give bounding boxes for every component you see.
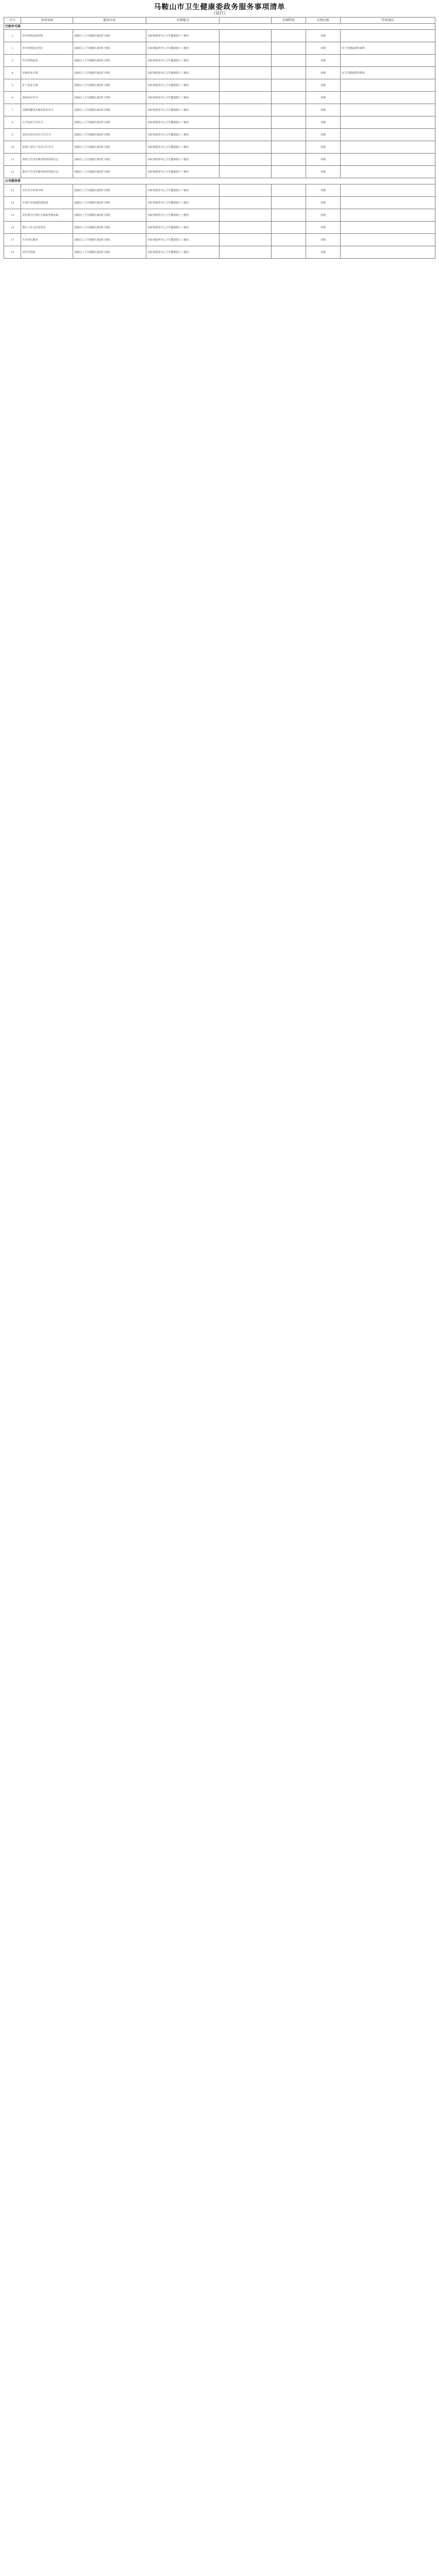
row-number: 4: [4, 67, 21, 79]
service-level: 市级: [306, 42, 340, 55]
service-address: 市政务服务中心卫生健康窗口（地址：: [146, 209, 220, 222]
service-name: 消毒产品生产企业卫生许可: [21, 141, 73, 154]
header-mid: [220, 18, 271, 24]
service-address: 市政务服务中心卫生健康窗口（地址：: [146, 79, 220, 92]
service-time: [271, 79, 306, 92]
service-level: 市级: [306, 141, 340, 154]
service-extra: [220, 234, 271, 246]
service-phone: [340, 234, 435, 246]
service-extra: [220, 104, 271, 116]
service-time: [271, 67, 306, 79]
service-address: 市政务服务中心卫生健康窗口（地址：: [146, 55, 220, 67]
service-extra: [220, 141, 271, 154]
service-address: 市政务服务中心卫生健康窗口（地址：: [146, 104, 220, 116]
service-phone: [340, 141, 435, 154]
table-row: [4, 30, 435, 42]
section-header-2: [4, 178, 435, 184]
service-time: [271, 55, 306, 67]
service-time: [271, 246, 306, 259]
table-row: [4, 129, 435, 141]
service-extra: [220, 154, 271, 166]
service-content: 县级以上卫生健康行政部门审批: [73, 197, 146, 209]
service-level: 市级: [306, 222, 340, 234]
service-level: 市级: [306, 104, 340, 116]
row-number: 13: [4, 184, 21, 197]
table-row: [4, 166, 435, 178]
table-row: [4, 67, 435, 79]
service-extra: [220, 166, 271, 178]
service-content: 县级以上卫生健康行政部门审批: [73, 79, 146, 92]
service-content: 县级以上卫生健康行政部门审批: [73, 104, 146, 116]
service-content: 县级以上卫生健康行政部门审批: [73, 92, 146, 104]
service-content: 县级以上卫生健康行政部门审批: [73, 116, 146, 129]
service-time: [271, 30, 306, 42]
service-phone: [340, 116, 435, 129]
service-name: 再生育审批: [21, 246, 73, 259]
service-name: 医疗机构校验: [21, 55, 73, 67]
service-level: 市级: [306, 166, 340, 178]
service-level: 市级: [306, 209, 340, 222]
table-row: [4, 222, 435, 234]
service-content: 县级以上卫生健康行政部门审批: [73, 30, 146, 42]
service-phone: [340, 79, 435, 92]
service-name: 计划生育家庭特别扶助: [21, 197, 73, 209]
service-content: 县级以上卫生健康行政部门审批: [73, 166, 146, 178]
service-content: 县级以上卫生健康行政部门审批: [73, 184, 146, 197]
service-phone: [340, 92, 435, 104]
service-level: 市级: [306, 234, 340, 246]
service-content: 县级以上卫生健康行政部门审批: [73, 67, 146, 79]
service-content: 县级以上卫生健康行政部门审批: [73, 222, 146, 234]
service-extra: [220, 67, 271, 79]
table-row: [4, 209, 435, 222]
service-address: 市政务服务中心卫生健康窗口（地址：: [146, 197, 220, 209]
row-number: 6: [4, 92, 21, 104]
service-phone: [340, 222, 435, 234]
header-phone: 咨询电话: [340, 18, 435, 24]
service-address: 市政务服务中心卫生健康窗口（地址：: [146, 92, 220, 104]
service-content: 县级以上卫生健康行政部门审批: [73, 129, 146, 141]
service-list-table: [4, 17, 435, 259]
service-address: 市政务服务中心卫生健康窗口（地址：: [146, 222, 220, 234]
service-address: 市政务服务中心卫生健康窗口（地址：: [146, 246, 220, 259]
service-name: 饮用水供水单位卫生许可: [21, 129, 73, 141]
service-name: 医疗机构设置审批: [21, 30, 73, 42]
table-row: [4, 197, 435, 209]
service-time: [271, 141, 306, 154]
table-row: [4, 154, 435, 166]
service-level: 市级: [306, 92, 340, 104]
service-name: 生育登记服务: [21, 234, 73, 246]
service-level: 市级: [306, 246, 340, 259]
service-extra: [220, 222, 271, 234]
service-extra: [220, 129, 271, 141]
service-phone: [340, 209, 435, 222]
service-level: 市级: [306, 184, 340, 197]
table-row: [4, 234, 435, 246]
page-title: 马鞍山市卫生健康委政务服务事项清单: [154, 3, 285, 11]
header-address: 办理地点: [146, 18, 220, 24]
table-row: [4, 246, 435, 259]
table-row: [4, 79, 435, 92]
service-time: [271, 129, 306, 141]
row-number: 18: [4, 246, 21, 259]
service-address: 市政务服务中心卫生健康窗口（地址：: [146, 154, 220, 166]
table-row: [4, 104, 435, 116]
row-number: 2: [4, 42, 21, 55]
header-content: 服务内容: [73, 18, 146, 24]
service-content: 县级以上卫生健康行政部门审批: [73, 234, 146, 246]
service-extra: [220, 209, 271, 222]
service-time: [271, 197, 306, 209]
table-row: [4, 116, 435, 129]
page-subtitle: （试行）: [211, 11, 228, 15]
service-name: 农村部分计划生育家庭奖励扶助: [21, 209, 73, 222]
service-time: [271, 222, 306, 234]
service-time: [271, 154, 306, 166]
service-level: 市级: [306, 129, 340, 141]
service-time: [271, 209, 306, 222]
service-name: 独生子女父母光荣证: [21, 222, 73, 234]
table-row: [4, 92, 435, 104]
service-address: 市政务服务中心卫生健康窗口（地址：: [146, 30, 220, 42]
service-content: 县级以上卫生健康行政部门审批: [73, 209, 146, 222]
table-row: [4, 184, 435, 197]
service-time: [271, 116, 306, 129]
service-level: 市级: [306, 55, 340, 67]
service-time: [271, 184, 306, 197]
service-level: 市级: [306, 197, 340, 209]
row-number: 7: [4, 104, 21, 116]
service-phone: [340, 30, 435, 42]
service-level: 市级: [306, 116, 340, 129]
service-name: 放射卫生技术服务机构资质认定: [21, 154, 73, 166]
service-address: 市政务服务中心卫生健康窗口（地址：: [146, 166, 220, 178]
service-address: 市政务服务中心卫生健康窗口（地址：: [146, 129, 220, 141]
service-level: 市级: [306, 67, 340, 79]
row-number: 15: [4, 209, 21, 222]
service-content: 县级以上卫生健康行政部门审批: [73, 154, 146, 166]
row-number: 16: [4, 222, 21, 234]
service-name: 放射诊疗许可: [21, 92, 73, 104]
section-title: 公共服务类: [4, 178, 435, 184]
service-name: 公共场所卫生许可: [21, 116, 73, 129]
service-time: [271, 166, 306, 178]
service-phone: [340, 166, 435, 178]
header-level: 办理层级: [306, 18, 340, 24]
service-phone: [340, 197, 435, 209]
service-name: 母婴保健技术服务执业许可: [21, 104, 73, 116]
row-number: 8: [4, 116, 21, 129]
row-number: 3: [4, 55, 21, 67]
table-row: [4, 141, 435, 154]
service-name: 护士执业注册: [21, 79, 73, 92]
section-title: 行政许可类: [4, 24, 435, 30]
service-phone: [340, 154, 435, 166]
service-content: 县级以上卫生健康行政部门审批: [73, 55, 146, 67]
service-phone: [340, 184, 435, 197]
row-number: 12: [4, 166, 21, 178]
service-address: 市政务服务中心卫生健康窗口（地址：: [146, 234, 220, 246]
row-number: 10: [4, 141, 21, 154]
service-extra: [220, 30, 271, 42]
service-content: 县级以上卫生健康行政部门审批: [73, 246, 146, 259]
service-address: 市政务服务中心卫生健康窗口（地址：: [146, 116, 220, 129]
service-level: 市级: [306, 79, 340, 92]
service-name: 医师执业注册: [21, 67, 73, 79]
row-number: 9: [4, 129, 21, 141]
service-phone: [340, 129, 435, 141]
row-number: 1: [4, 30, 21, 42]
header-name: 事项名称: [21, 18, 73, 24]
service-level: 市级: [306, 30, 340, 42]
service-address: 市政务服务中心卫生健康窗口（地址：: [146, 42, 220, 55]
service-content: 县级以上卫生健康行政部门审批: [73, 42, 146, 55]
header-time: 办理时间: [271, 18, 306, 24]
service-extra: [220, 116, 271, 129]
table-header-row: [4, 18, 435, 24]
service-time: [271, 92, 306, 104]
table-row: [4, 42, 435, 55]
service-time: [271, 104, 306, 116]
row-number: 11: [4, 154, 21, 166]
service-content: 县级以上卫生健康行政部门审批: [73, 141, 146, 154]
service-extra: [220, 184, 271, 197]
service-name: 医疗机构执业登记: [21, 42, 73, 55]
service-extra: [220, 55, 271, 67]
service-extra: [220, 92, 271, 104]
service-phone: [340, 246, 435, 259]
row-number: 5: [4, 79, 21, 92]
service-name: 出生医学证明办理: [21, 184, 73, 197]
service-time: [271, 42, 306, 55]
service-time: [271, 234, 306, 246]
service-address: 市政务服务中心卫生健康窗口（地址：: [146, 67, 220, 79]
section-header-1: [4, 24, 435, 30]
service-phone: 市卫生健康委医政科: [340, 42, 435, 55]
service-extra: [220, 246, 271, 259]
service-phone: [340, 55, 435, 67]
header-no: 序号: [4, 18, 21, 24]
service-name: 职业卫生技术服务机构资质认定: [21, 166, 73, 178]
service-phone: [340, 104, 435, 116]
row-number: 14: [4, 197, 21, 209]
row-number: 17: [4, 234, 21, 246]
service-extra: [220, 79, 271, 92]
service-extra: [220, 197, 271, 209]
table-row: [4, 55, 435, 67]
service-extra: [220, 42, 271, 55]
service-level: 市级: [306, 154, 340, 166]
service-address: 市政务服务中心卫生健康窗口（地址：: [146, 141, 220, 154]
service-address: 市政务服务中心卫生健康窗口（地址：: [146, 184, 220, 197]
service-phone: 市卫生健康委医政科: [340, 67, 435, 79]
